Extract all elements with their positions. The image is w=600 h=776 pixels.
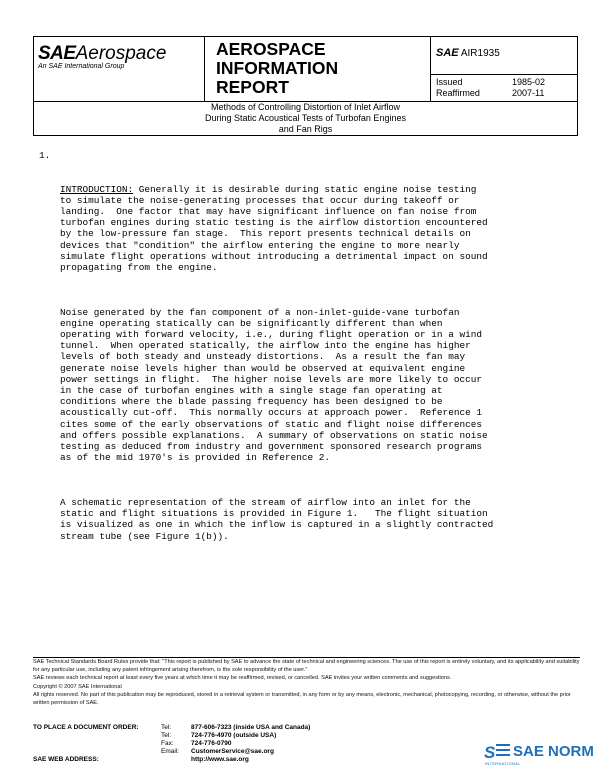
issued-value: 1985-02 <box>512 77 546 87</box>
body-line: generate noise levels higher than would be observed at equivalent engine <box>60 362 466 374</box>
doc-number-cell <box>430 37 577 75</box>
paragraph-introduction <box>60 184 580 274</box>
body-line: operating with forward velocity, i.e., during flight operation or in a wind <box>60 329 482 341</box>
body-line: is visualized as one in which the inflow is captured in a slightly contracted <box>60 519 494 531</box>
doc-number-value: AIR1935 <box>460 48 500 59</box>
copyright-text: Copyright © 2007 SAE International <box>33 683 122 690</box>
footer-divider <box>33 657 580 658</box>
fax-value: 724-776-0790 <box>191 740 232 747</box>
tel-value: 877-606-7323 (inside USA and Canada) <box>191 724 311 731</box>
doc-prefix: SAE <box>436 47 459 59</box>
web-value[interactable]: http://www.sae.org <box>191 756 249 763</box>
logo-aerospace: Aerospace <box>75 43 167 64</box>
body-line: Generally it is desirable during static engine noise testing <box>133 183 477 195</box>
rights-text: All rights reserved. No part of this publication may be reproduced, stored in a retrieval system or transmitted, in any form or by any means, electronic, mechanical, photocopying, recording, or otherwise, without the prior written permission of SAE. <box>33 692 571 706</box>
doc-info-cell <box>430 37 577 101</box>
email-label: Email: <box>161 748 180 755</box>
body-line: by the low-pressure fan stage. This report presents technical details on <box>60 228 471 240</box>
paragraph-noise <box>60 307 580 464</box>
body-line: engine operating statically can be significantly different than when <box>60 317 443 329</box>
body-line: conditions where the blade passing frequency has been designed to be <box>60 396 443 408</box>
body-line: power settings in flight. The higher noise levels are more likely to occur <box>60 373 482 385</box>
document-number <box>436 47 500 59</box>
body-line: levels of both steady and unsteady distortions. As a result the fan may <box>60 351 466 363</box>
tel2-value: 724-776-4970 (outside USA) <box>191 732 277 739</box>
body-line: propagating from the engine. <box>60 262 218 274</box>
subtitle-line: and Fan Rigs <box>278 124 333 134</box>
body-line: in the case of turbofan engines with a single stage fan operating at <box>60 385 443 397</box>
body-line: cites some of the early observations of static and flight noise differences <box>60 418 482 430</box>
body-line: tunnel. When operated statically, the airflow into the engine has higher <box>60 340 471 352</box>
sae-norm-watermark <box>483 740 593 768</box>
section-heading: INTRODUCTION: <box>60 183 134 195</box>
date-values <box>512 77 545 99</box>
tel2-label: Tel: <box>161 732 172 739</box>
rules-text: SAE Technical Standards Board Rules provide that: "This report is published by SAE to advance the state of technical and engineering sciences. The use of this report is entirely voluntary, and its applicability and suitability for any particular use, including any patent infringement arising therefrom, is the sole responsibility of the user." <box>33 659 580 673</box>
sae-aerospace-logo <box>38 43 166 65</box>
reaffirmed-label: Reaffirmed <box>436 88 480 98</box>
document-header <box>33 36 578 102</box>
body-line: A schematic representation of the stream of airflow into an inlet for the <box>60 496 471 508</box>
section-number: 1. <box>39 150 51 161</box>
date-labels <box>436 77 480 99</box>
review-text: SAE reviews each technical report at least every five years at which time it may be reaffirmed, revised, or cancelled. SAE invites your written comments and suggestions. <box>33 675 452 682</box>
body-line: and offers possible explanations. A summary of observations on static noise <box>60 429 488 441</box>
paragraph-schematic <box>60 497 580 542</box>
body-line: static and flight situations is provided in Figure 1. The flight situation <box>60 508 488 520</box>
title-line: INFORMATION <box>216 58 339 78</box>
document-type-title <box>216 40 421 97</box>
body-line: testing as deduced from industry and government sponsored research programs <box>60 441 482 453</box>
body-line: simulate flight operations without introducing a detrimental impact on sound <box>60 250 488 262</box>
body-line: stream tube (see Figure 1(b)). <box>60 530 229 542</box>
title-line: REPORT <box>216 77 289 97</box>
body-line: devices that "condition" the airflow entering the engine to more nearly <box>60 239 460 251</box>
body-line: turbofan engines during static testing is the airflow distortion encountered <box>60 217 488 229</box>
fax-label: Fax: <box>161 740 174 747</box>
body-line: landing. One factor that may have significant influence on fan noise from <box>60 206 477 218</box>
report-body <box>39 150 580 564</box>
body-line: as of the mid 1970's is provided in Reference 2. <box>60 452 331 464</box>
logo-sae: SAE <box>38 43 76 64</box>
legal-footer <box>33 657 580 709</box>
title-line: AEROSPACE <box>216 39 326 59</box>
issued-label: Issued <box>436 77 463 87</box>
subtitle-line: Methods of Controlling Distortion of Inlet Airflow <box>210 102 401 112</box>
logo-cell <box>34 37 205 101</box>
watermark-subtext: INTERNATIONAL <box>485 761 521 766</box>
watermark-text: SAE NORM <box>513 743 594 760</box>
document-subtitle <box>33 102 578 136</box>
subtitle-line: During Static Acoustical Tests of Turbofan Engines <box>205 113 406 123</box>
logo-tagline: An SAE International Group <box>38 63 125 70</box>
reaffirmed-value: 2007-11 <box>512 88 545 98</box>
email-value[interactable]: CustomerService@sae.org <box>191 748 274 755</box>
body-line: Noise generated by the fan component of a non-inlet-guide-vane turbofan <box>60 306 460 318</box>
order-label: TO PLACE A DOCUMENT ORDER: <box>33 724 139 731</box>
title-cell <box>204 37 431 101</box>
tel-label: Tel: <box>161 724 172 731</box>
web-label: SAE WEB ADDRESS: <box>33 756 99 763</box>
svg-text:S: S <box>484 743 496 762</box>
body-line: acoustically cut-off. This normally occurs at approach power. Reference 1 <box>60 407 482 419</box>
body-line: to simulate the noise-generating processes that occur during takeoff or <box>60 194 460 206</box>
